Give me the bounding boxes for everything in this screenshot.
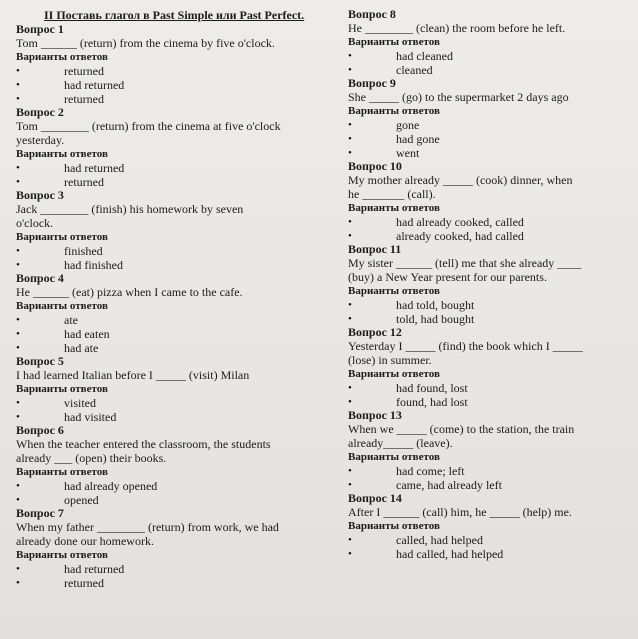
answer-option[interactable]: • ate bbox=[16, 313, 316, 327]
answer-option[interactable]: • returned bbox=[16, 92, 316, 106]
question-heading: Вопрос 1 bbox=[16, 22, 64, 36]
question-heading: Вопрос 6 bbox=[16, 423, 64, 437]
answer-option[interactable]: • had gone bbox=[348, 132, 632, 146]
question-heading: Вопрос 3 bbox=[16, 188, 64, 202]
answer-option[interactable]: • opened bbox=[16, 493, 316, 507]
question-heading: Вопрос 12 bbox=[348, 325, 402, 339]
answer-option[interactable]: • had come; left bbox=[348, 464, 632, 478]
answer-options bbox=[16, 396, 316, 424]
answer-option[interactable]: • told, had bought bbox=[348, 312, 632, 326]
answers-label: Варианты ответов bbox=[348, 36, 440, 48]
question-block bbox=[348, 77, 632, 160]
answer-options bbox=[348, 381, 632, 409]
answer-option[interactable]: • had called, had helped bbox=[348, 547, 632, 561]
question-heading: Вопрос 5 bbox=[16, 354, 64, 368]
answers-label: Варианты ответов bbox=[16, 51, 108, 63]
answer-option[interactable]: • returned bbox=[16, 64, 316, 78]
answer-option[interactable]: • had eaten bbox=[16, 327, 316, 341]
question-block bbox=[16, 23, 316, 106]
question-heading: Вопрос 11 bbox=[348, 242, 402, 256]
answer-option[interactable]: • finished bbox=[16, 244, 316, 258]
answer-option[interactable]: • had already cooked, called bbox=[348, 215, 632, 229]
answers-label: Варианты ответов bbox=[16, 549, 108, 561]
question-text: yesterday. bbox=[16, 133, 65, 147]
question-heading: Вопрос 14 bbox=[348, 491, 402, 505]
question-text: Yesterday I _____ (find) the book which I _____ bbox=[348, 339, 583, 353]
question-text: When we _____ (come) to the station, the train bbox=[348, 422, 575, 436]
answer-options bbox=[348, 215, 632, 243]
answer-options bbox=[348, 298, 632, 326]
answers-label: Варианты ответов bbox=[348, 520, 440, 532]
question-block bbox=[348, 326, 632, 409]
question-block bbox=[16, 355, 316, 424]
question-text: She _____ (go) to the supermarket 2 days ago bbox=[348, 90, 569, 104]
answer-options bbox=[348, 533, 632, 561]
answer-options bbox=[348, 49, 632, 77]
answer-option[interactable]: • had already opened bbox=[16, 479, 316, 493]
answer-options bbox=[348, 464, 632, 492]
question-text: After I ______ (call) him, he _____ (help) me. bbox=[348, 505, 572, 519]
answer-options bbox=[16, 64, 316, 106]
question-heading: Вопрос 2 bbox=[16, 105, 64, 119]
answer-option[interactable]: • came, had already left bbox=[348, 478, 632, 492]
right-column bbox=[348, 8, 632, 561]
question-text: (lose) in summer. bbox=[348, 353, 432, 367]
answers-label: Варианты ответов bbox=[348, 368, 440, 380]
question-text: When the teacher entered the classroom, the students bbox=[16, 437, 271, 451]
question-heading: Вопрос 13 bbox=[348, 408, 402, 422]
answers-label: Варианты ответов bbox=[16, 231, 108, 243]
answer-option[interactable]: • had cleaned bbox=[348, 49, 632, 63]
question-text: My mother already _____ (cook) dinner, when bbox=[348, 173, 573, 187]
question-text: (buy) a New Year present for our parents. bbox=[348, 270, 547, 284]
question-block bbox=[16, 272, 316, 355]
answer-options bbox=[16, 313, 316, 355]
answer-option[interactable]: • returned bbox=[16, 175, 316, 189]
answer-option[interactable]: • had visited bbox=[16, 410, 316, 424]
answers-label: Варианты ответов bbox=[348, 105, 440, 117]
question-text: Tom ______ (return) from the cinema by five o'clock. bbox=[16, 36, 275, 50]
left-question-list bbox=[16, 23, 316, 590]
answer-option[interactable]: • found, had lost bbox=[348, 395, 632, 409]
question-text: he _______ (call). bbox=[348, 187, 436, 201]
worksheet-title: II Поставь глагол в Past Simple или Past Perfect. bbox=[44, 8, 305, 22]
question-block bbox=[16, 189, 316, 272]
answers-label: Варианты ответов bbox=[348, 285, 440, 297]
right-question-list bbox=[348, 8, 632, 561]
question-text: I had learned Italian before I _____ (visit) Milan bbox=[16, 368, 250, 382]
question-block bbox=[348, 160, 632, 243]
answers-label: Варианты ответов bbox=[16, 300, 108, 312]
answer-options bbox=[16, 161, 316, 189]
left-column bbox=[16, 8, 316, 590]
answer-option[interactable]: • visited bbox=[16, 396, 316, 410]
question-block bbox=[348, 8, 632, 77]
answer-options bbox=[16, 562, 316, 590]
question-block bbox=[348, 409, 632, 492]
answers-label: Варианты ответов bbox=[348, 451, 440, 463]
answer-option[interactable]: • had ate bbox=[16, 341, 316, 355]
answer-option[interactable]: • had finished bbox=[16, 258, 316, 272]
question-text: o'clock. bbox=[16, 216, 54, 230]
question-text: Tom ________ (return) from the cinema at five o'clock bbox=[16, 119, 281, 133]
question-text: He ______ (eat) pizza when I came to the cafe. bbox=[16, 285, 243, 299]
answers-label: Варианты ответов bbox=[16, 383, 108, 395]
answers-label: Варианты ответов bbox=[348, 202, 440, 214]
answer-option[interactable]: • had returned bbox=[16, 562, 316, 576]
question-block bbox=[348, 243, 632, 326]
question-heading: Вопрос 4 bbox=[16, 271, 64, 285]
answer-option[interactable]: • cleaned bbox=[348, 63, 632, 77]
question-block bbox=[16, 106, 316, 189]
question-text: already ___ (open) their books. bbox=[16, 451, 167, 465]
answer-options bbox=[16, 479, 316, 507]
question-text: He ________ (clean) the room before he left. bbox=[348, 21, 566, 35]
answer-option[interactable]: • returned bbox=[16, 576, 316, 590]
answer-option[interactable]: • already cooked, had called bbox=[348, 229, 632, 243]
answer-option[interactable]: • gone bbox=[348, 118, 632, 132]
question-block bbox=[16, 424, 316, 507]
answer-options bbox=[348, 118, 632, 160]
question-text: When my father ________ (return) from work, we had bbox=[16, 520, 279, 534]
question-block bbox=[348, 492, 632, 561]
question-text: My sister ______ (tell) me that she already ____ bbox=[348, 256, 582, 270]
answer-option[interactable]: • had returned bbox=[16, 161, 316, 175]
answer-option[interactable]: • had returned bbox=[16, 78, 316, 92]
question-block bbox=[16, 507, 316, 590]
question-text: already_____ (leave). bbox=[348, 436, 453, 450]
question-text: Jack ________ (finish) his homework by seven bbox=[16, 202, 244, 216]
answer-options bbox=[16, 244, 316, 272]
answer-option[interactable]: • had told, bought bbox=[348, 298, 632, 312]
question-heading: Вопрос 7 bbox=[16, 506, 64, 520]
answer-option[interactable]: • had found, lost bbox=[348, 381, 632, 395]
answers-label: Варианты ответов bbox=[16, 466, 108, 478]
question-heading: Вопрос 8 bbox=[348, 7, 396, 21]
question-text: already done our homework. bbox=[16, 534, 154, 548]
question-heading: Вопрос 9 bbox=[348, 76, 396, 90]
answer-option[interactable]: • called, had helped bbox=[348, 533, 632, 547]
answer-option[interactable]: • went bbox=[348, 146, 632, 160]
question-heading: Вопрос 10 bbox=[348, 159, 402, 173]
answers-label: Варианты ответов bbox=[16, 148, 108, 160]
